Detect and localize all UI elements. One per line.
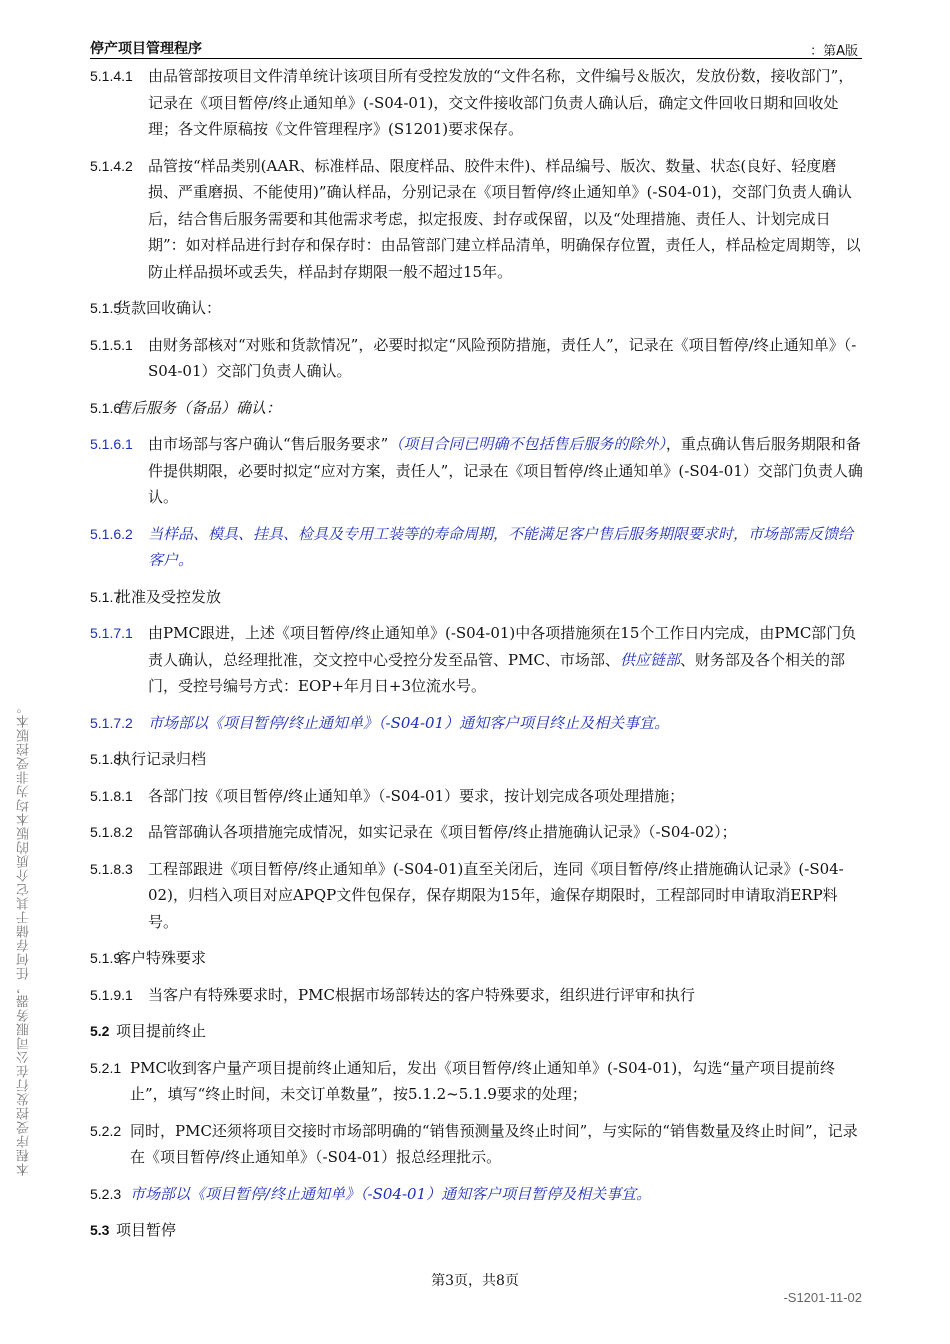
clause-number: 5.1.6.1 — [90, 436, 133, 452]
clause-5-1-6-2 — [90, 521, 865, 574]
clause-5-1-8-2 — [90, 819, 865, 846]
clause-text — [90, 710, 865, 737]
clause-text — [90, 1181, 865, 1208]
clause-text — [90, 1055, 865, 1108]
clause-text-main: 各部门按《项目暂停/终止通知单》（-S04-01）要求，按计划完成各项处理措施； — [148, 786, 685, 805]
clause-number: 5.1.7.2 — [90, 714, 133, 731]
clause-text-main: 批准及受控发放 — [116, 587, 222, 606]
clause-text — [90, 1217, 865, 1244]
document-title: 停产项目管理程序 — [90, 41, 202, 57]
clause-text-main: 执行记录归档 — [116, 750, 207, 768]
side-control-note: 本程序受控发行在公司服务器，任何存储于其它介质的版本均为非受控版本。 — [17, 700, 32, 1176]
clause-text — [90, 620, 865, 700]
clause-text-highlight: 供应链部 — [619, 650, 680, 669]
clause-text-highlight: （项目合同已明确不包括售后服务的除外） — [388, 435, 666, 453]
clause-text-main: 市场部以《项目暂停/终止通知单》（-S04-01）通知客户项目终止及相关事宜。 — [148, 713, 670, 732]
clause-5-2-1 — [90, 1055, 865, 1108]
clause-number: 5.1.8 — [90, 751, 122, 767]
clause-text — [90, 1018, 865, 1045]
clause-5-1-6 — [90, 395, 865, 422]
clause-number: 5.2.1 — [90, 1059, 122, 1076]
clause-text — [90, 521, 865, 574]
clause-text — [90, 982, 865, 1009]
page-number: 第3页，共8页 — [431, 1273, 519, 1289]
clause-text — [90, 945, 865, 972]
clause-text-main: 客户特殊要求 — [116, 949, 207, 967]
clause-number: 5.1.9.1 — [90, 986, 133, 1003]
clause-text-main: 市场部以《项目暂停/终止通知单》（-S04-01）通知客户项目暂停及相关事宜。 — [130, 1184, 652, 1203]
clause-text — [90, 395, 865, 422]
clause-number: 5.1.5.1 — [90, 336, 133, 353]
clause-number: 5.2 — [90, 1023, 110, 1039]
clause-text — [90, 584, 865, 611]
clause-text — [90, 153, 865, 286]
clause-text — [90, 63, 865, 143]
clause-text-main: 项目暂停 — [116, 1221, 177, 1239]
clause-text-main: 工程部跟进《项目暂停/终止通知单》(-S04-01)直至关闭后，连同《项目暂停/终止措施确认记录》(-S04-02)，归档入项目对应APQP文件包保存，保存期限为15年，逾保存期限时，工程部同时申请取消ERP料号。 — [148, 859, 844, 931]
clause-5-1-8 — [90, 746, 865, 773]
clause-text — [90, 856, 865, 936]
clause-text-main: 由财务部核对“对账和货款情况”，必要时拟定“风险预防措施，责任人”，记录在《项目暂停/终止通知单》（-S04-01）交部门负责人确认。 — [148, 335, 857, 380]
clause-5-1-6-1 — [90, 431, 865, 511]
clause-text-main: 货款回收确认： — [116, 299, 222, 317]
clause-5-1-5 — [90, 295, 865, 322]
clause-number: 5.1.6.2 — [90, 525, 133, 542]
clause-5-1-5-1 — [90, 332, 865, 385]
clause-text-main: 由市场部与客户确认“售后服务要求” — [148, 435, 389, 453]
clause-number: 5.1.5 — [90, 300, 122, 316]
form-code: -S1201-11-02 — [783, 1290, 862, 1305]
clause-text-main: PMC收到客户量产项目提前终止通知后，发出《项目暂停/终止通知单》(-S04-01)，勾选“量产项目提前终止”，填写“终止时间，未交订单数量”，按5.1.2~5.1.9要求的处理； — [130, 1058, 835, 1103]
clause-text-main: 当样品、模具、挂具、检具及专用工装等的寿命周期，不能满足客户售后服务期限要求时，市场部需反馈给客户。 — [148, 524, 854, 569]
clause-5-1-8-1 — [90, 783, 865, 810]
clause-text-main: 由PMC跟进，上述《项目暂停/终止通知单》(-S04-01)中各项措施须在15个工作日内完成，由PMC部门负责人确认，总经理批准，交文控中心受控分发至品管、PMC、市场部、 — [148, 624, 857, 669]
clause-number: 5.1.8.1 — [90, 787, 133, 804]
clause-text-main: 同时，PMC还须将项目交接时市场部明确的“销售预测量及终止时间”，与实际的“销售数量及终止时间”，记录在《项目暂停/终止通知单》（-S04-01）报总经理批示。 — [130, 1121, 858, 1166]
clause-text — [90, 746, 865, 773]
clause-5-3 — [90, 1217, 865, 1244]
clause-text-main: 由品管部按项目文件清单统计该项目所有受控发放的“文件名称，文件编号＆版次，发放份数，接收部门”，记录在《项目暂停/终止通知单》(-S04-01)，交文件接收部门负责人确认后，确定文件回收日期和回收处理；各文件原稿按《文件管理程序》(S1201)要求保存。 — [148, 67, 854, 138]
clause-number: 5.1.8.3 — [90, 860, 133, 877]
clause-number: 5.3 — [90, 1222, 110, 1238]
clause-text — [90, 332, 865, 385]
clause-text — [90, 819, 865, 846]
clause-5-1-4-2 — [90, 153, 865, 286]
clause-text — [90, 295, 865, 322]
clause-5-2 — [90, 1018, 865, 1045]
clause-number: 5.1.4.2 — [90, 157, 133, 174]
clause-text-main: 项目提前终止 — [116, 1022, 207, 1040]
document-version: ：第A版 — [810, 44, 858, 59]
clause-text-main: 当客户有特殊要求时，PMC根据市场部转达的客户特殊要求，组织进行评审和执行 — [148, 985, 695, 1004]
clause-text-tail: ，重点确认售后服务期限和备件提供期限，必要时拟定“应对方案，责任人”，记录在《项目暂停/终止通知单》(-S04-01）交部门负责人确认。 — [148, 435, 863, 506]
clause-5-1-4-1 — [90, 63, 865, 143]
page-header — [90, 38, 862, 59]
clause-text — [90, 431, 865, 511]
document-body — [90, 63, 865, 1254]
clause-5-1-8-3 — [90, 856, 865, 936]
clause-text-main: 售后服务（备品）确认： — [116, 398, 282, 417]
clause-5-1-7 — [90, 584, 865, 611]
clause-5-1-9-1 — [90, 982, 865, 1009]
clause-number: 5.1.4.1 — [90, 68, 133, 84]
clause-number: 5.2.2 — [90, 1122, 122, 1139]
clause-5-1-9 — [90, 945, 865, 972]
clause-5-2-3 — [90, 1181, 865, 1208]
clause-text — [90, 1118, 865, 1171]
clause-number: 5.1.9 — [90, 950, 122, 966]
clause-number: 5.1.7 — [90, 588, 122, 605]
clause-5-1-7-2 — [90, 710, 865, 737]
clause-5-1-7-1 — [90, 620, 865, 700]
clause-text-tail: 、财务部及各个相关的部门，受控号编号方式：EOP+年月日+3位流水号。 — [148, 650, 845, 695]
clause-number: 5.1.6 — [90, 399, 122, 416]
clause-number: 5.2.3 — [90, 1185, 122, 1202]
clause-text — [90, 783, 865, 810]
clause-text-main: 品管按“样品类别(AAR、标准样品、限度样品、胶件末件)、样品编号、版次、数量、状态(良好、轻度磨损、严重磨损、不能使用)”确认样品，分别记录在《项目暂停/终止通知单》(-S04-01)，交部门负责人确认后，结合售后服务需要和其他需求考虑，拟定报废、封存或保留，以及“处理措施、责任人、计划完成日期”：如对样品进行封存和保存时：由品管部门建立样品清单，明确保存位置，责任人，样品检定周期等，以防止样品损坏或丢失，样品封存期限一般不超过15年。 — [148, 156, 861, 281]
clause-number: 5.1.8.2 — [90, 824, 133, 840]
clause-text-main: 品管部确认各项措施完成情况，如实记录在《项目暂停/终止措施确认记录》（-S04-02）； — [148, 823, 737, 841]
clause-number: 5.1.7.1 — [90, 625, 133, 641]
clause-5-2-2 — [90, 1118, 865, 1171]
